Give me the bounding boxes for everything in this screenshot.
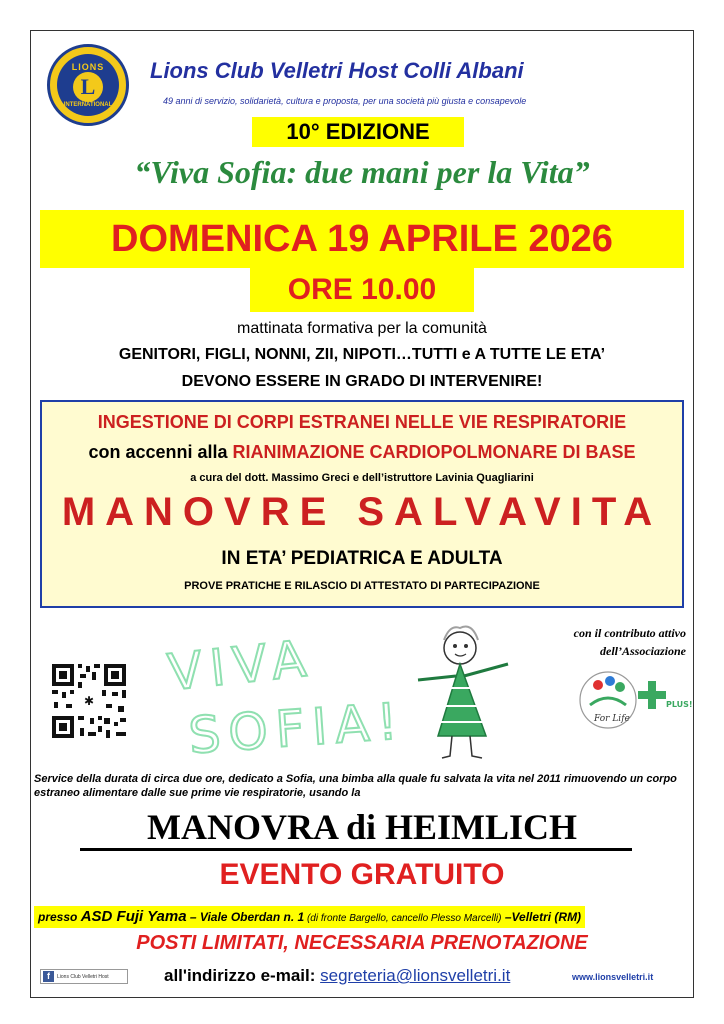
event-time: ORE 10.00 [250, 268, 474, 312]
lions-logo [47, 44, 129, 126]
email-label: all'indirizzo e-mail: [164, 966, 321, 985]
event-title: “Viva Sofia: due mani per la Vita” [134, 154, 590, 190]
lions-logo-top-text: LIONS [71, 62, 105, 72]
venue-city: –Velletri (RM) [501, 910, 582, 924]
event-date: DOMENICA 19 APRILE 2026 [40, 210, 684, 268]
venue-address [34, 906, 585, 928]
association-logo-plus-text: PLUS! [666, 700, 693, 709]
lions-logo-inner [57, 54, 119, 116]
club-motto: 49 anni di servizio, solidarietà, cultura e proposta, per una società più giusta e consapevole [163, 96, 527, 106]
contribution-line-1: con il contributo attivo [573, 626, 686, 640]
venue-detail: (di fronte Bargello, cancello Plesso Marcelli) [304, 913, 502, 924]
course-topic-highlight: RIANIMAZIONE CARDIOPOLMONARE DI BASE [232, 442, 636, 462]
course-instructors: a cura del dott. Massimo Greci e dell’istruttore Lavinia Quagliarini [190, 472, 534, 484]
venue-name: ASD Fuji Yama [80, 908, 187, 925]
course-info-box [40, 400, 684, 608]
club-name: Lions Club Velletri Host Colli Albani [150, 58, 524, 83]
course-audience: IN ETA’ PEDIATRICA E ADULTA [221, 548, 503, 569]
facebook-page-link[interactable] [40, 969, 128, 984]
audience-line-2: DEVONO ESSERE IN GRADO DI INTERVENIRE! [181, 373, 543, 390]
drawing-text-line2: SOFIA! [186, 691, 408, 765]
course-headline: MANOVRE SALVAVITA [61, 490, 663, 534]
lions-logo-bottom-text: INTERNATIONAL [63, 102, 113, 108]
facebook-icon: f [43, 971, 54, 982]
qr-code[interactable] [50, 662, 128, 740]
email-link[interactable]: segreteria@lionsvelletri.it [320, 966, 511, 985]
heimlich-maneuver-title: MANOVRA di HEIMLICH [146, 807, 578, 847]
heimlich-underline [80, 848, 632, 851]
audience-line-1: GENITORI, FIGLI, NONNI, ZII, NIPOTI…TUTTI e A TUTTE LE ETA’ [118, 346, 606, 363]
svg-text:✱: ✱ [83, 694, 95, 708]
facebook-page-label: Lions Club Velletri Host [57, 973, 109, 980]
venue-prefix: presso [38, 910, 81, 924]
lions-logo-letter: L [73, 72, 103, 102]
website-link[interactable]: www.lionsvelletri.it [572, 972, 654, 982]
free-event-label: EVENTO GRATUITO [219, 858, 505, 891]
email-contact [164, 966, 510, 986]
contribution-note [486, 624, 686, 660]
course-topic-secondary [42, 442, 682, 463]
limited-seats-notice: POSTI LIMITATI, NECESSARIA PRENOTAZIONE [136, 932, 588, 954]
drawing-text-line1: VIVA [165, 628, 317, 702]
venue-street: – Viale Oberdan n. 1 [186, 910, 305, 924]
training-description: mattinata formativa per la comunità [237, 320, 487, 337]
course-topic: INGESTIONE DI CORPI ESTRANEI NELLE VIE RESPIRATORIE [97, 412, 627, 432]
contribution-line-2: dell’Associazione [600, 644, 686, 658]
association-logo-text: For Life [594, 714, 630, 724]
edition-badge: 10° EDIZIONE [252, 117, 464, 147]
association-logo [570, 665, 693, 735]
course-topic-prefix: con accenni alla [88, 442, 233, 462]
service-description: Service della durata di circa due ore, dedicato a Sofia, una bimba alla quale fu salvata la vita nel 2011 rimuovendo un corpo estraneo alimentare dalle sue prime vie respiratorie, usando la [34, 773, 677, 799]
course-note: PROVE PRATICHE E RILASCIO DI ATTESTATO DI PARTECIPAZIONE [184, 580, 540, 592]
